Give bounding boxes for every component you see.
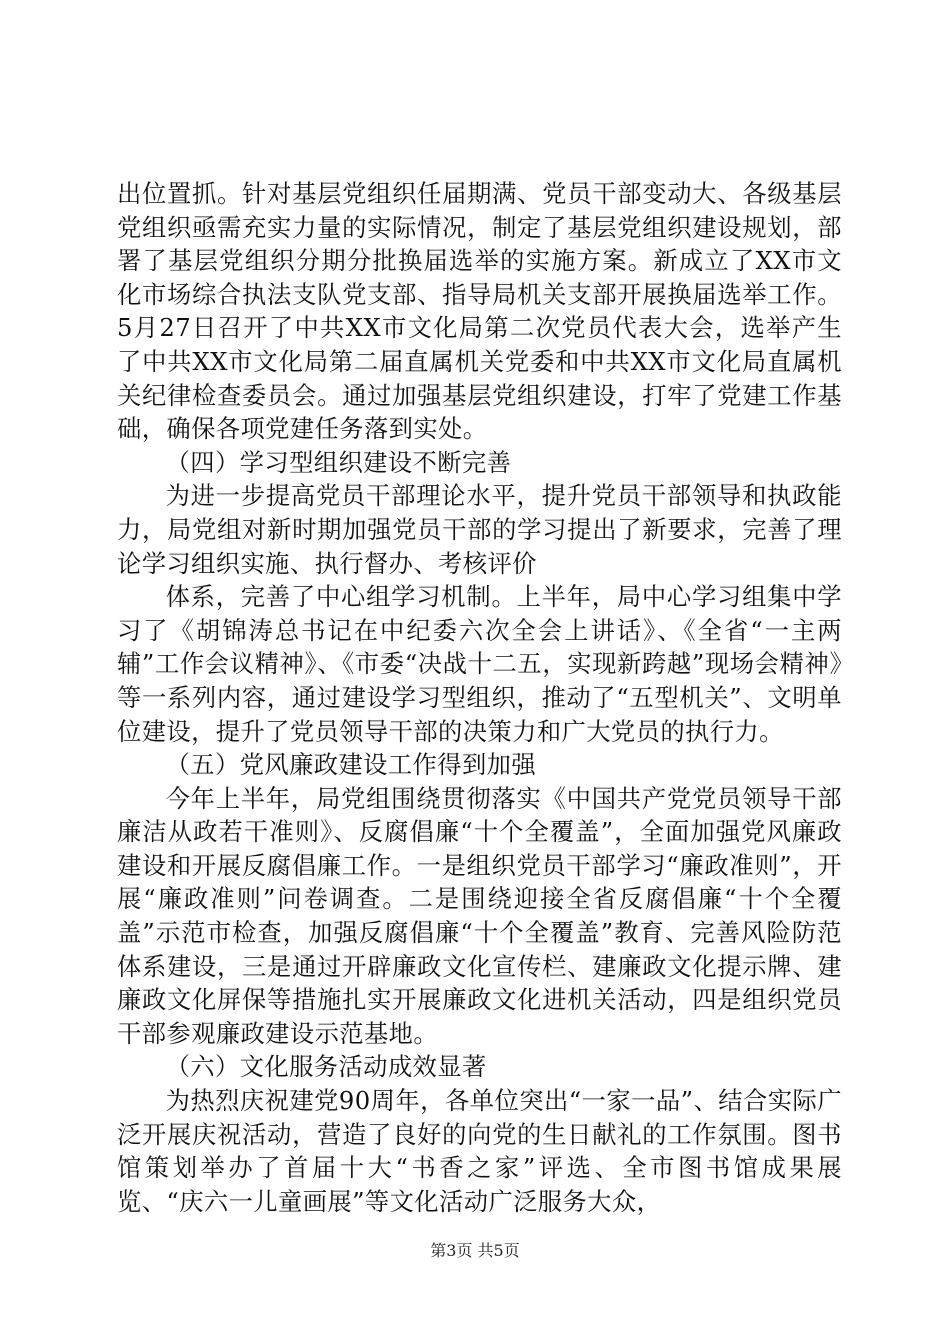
document-body (117, 177, 842, 1218)
section-heading-learning-organization: （四）学习型组织建设不断完善 (165, 447, 512, 477)
paragraph-anti-corruption: 今年上半年，局党组围绕贯彻落实《中国共产党党员领导干部廉洁从政若干准则》、反腐倡廉“十个全覆盖”，全面加强党风廉政建设和开展反腐倡廉工作。一是组织党员干部学习“廉政准则”，开展“廉政准则”问卷调查。二是围绕迎接全省反腐倡廉“十个全覆盖”示范市检查，加强反腐倡廉“十个全覆盖”教育、完善风险防范体系建设，三是通过开辟廉政文化宣传栏、建廉政文化提示牌、建廉政文化屏保等措施扎实开展廉政文化进机关活动，四是组织党员干部参观廉政建设示范基地。 (117, 783, 842, 1048)
paragraph-learning-requirements: 为进一步提高党员干部理论水平，提升党员干部领导和执政能力，局党组对新时期加强党员干部的学习提出了新要求，完善了理论学习组织实施、执行督办、考核评价 (117, 481, 842, 578)
section-heading-integrity-building: （五）党风廉政建设工作得到加强 (165, 750, 537, 780)
paragraph-party-anniversary: 为热烈庆祝建党90周年，各单位突出“一家一品”、结合实际广泛开展庆祝活动，营造了良好的向党的生日献礼的工作氛围。图书馆策划举办了首届十大“书香之家”评选、全市图书馆成果展览、“庆六一儿童画展”等文化活动广泛服务大众， (117, 1086, 842, 1216)
section-heading-cultural-services: （六）文化服务活动成效显著 (165, 1052, 487, 1082)
paragraph-grassroots-continuation: 出位置抓。针对基层党组织任届期满、党员干部变动大、各级基层党组织亟需充实力量的实际情况，制定了基层党组织建设规划，部署了基层党组织分期分批换届选举的实施方案。新成立了XX市文化市场综合执法支队党支部、指导局机关支部开展换届选举工作。5月27日召开了中共XX市文化局第二次党员代表大会，选举产生了中共XX市文化局第二届直属机关党委和中共XX市文化局直属机关纪律检查委员会。通过加强基层党组织建设，打牢了党建工作基础，确保各项党建任务落到实处。 (117, 179, 842, 444)
page-number-footer: 第3页 共5页 (430, 1241, 520, 1260)
paragraph-study-mechanism: 体系，完善了中心组学习机制。上半年，局中心学习组集中学习了《胡锦涛总书记在中纪委六次全会上讲话》、《全省“一主两辅”工作会议精神》、《市委“决战十二五，实现新跨越”现场会精神》等一系列内容，通过建设学习型组织，推动了“五型机关”、文明单位建设，提升了党员领导干部的决策力和广大党员的执行力。 (117, 582, 842, 746)
